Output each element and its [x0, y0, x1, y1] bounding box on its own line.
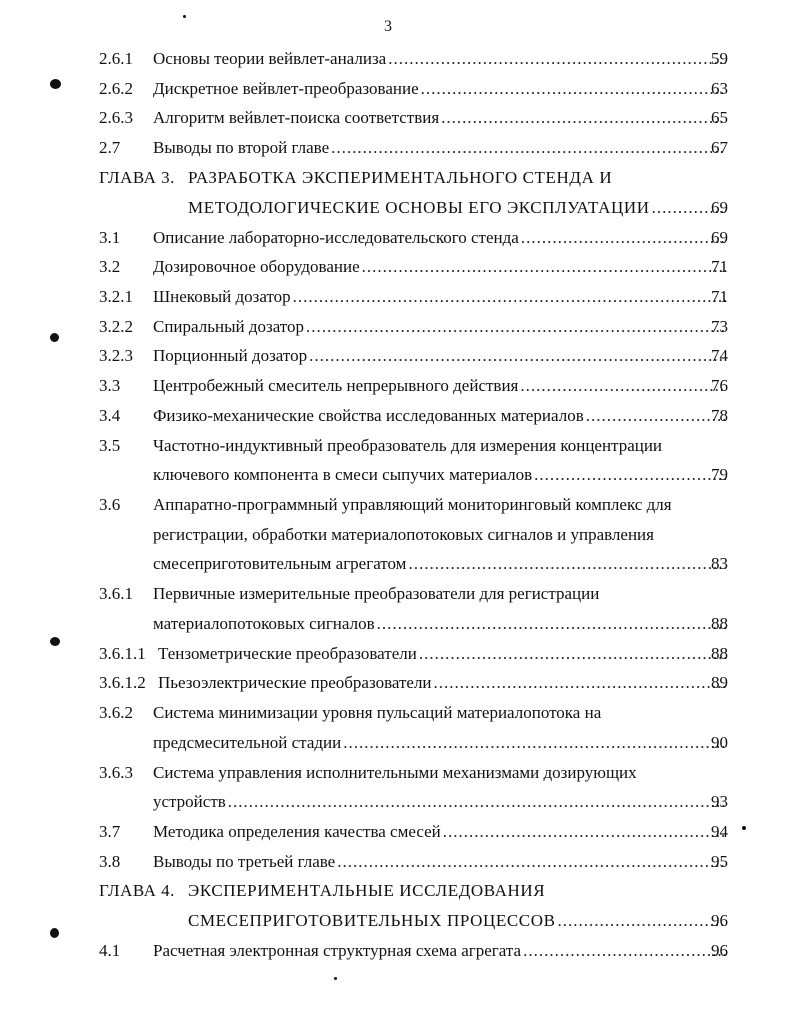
- page-ref: 88: [711, 644, 728, 663]
- toc-entry-cont: [0, 520, 791, 549]
- page-ref: 93: [711, 792, 728, 811]
- toc-entry: [0, 133, 791, 162]
- leader-dots: [309, 341, 726, 370]
- chapter-number: ГЛАВА 3.: [99, 168, 175, 187]
- section-number: 2.7: [99, 138, 121, 157]
- scan-speck: [50, 333, 59, 342]
- section-title: предсмесительной стадии: [153, 733, 342, 752]
- page-ref: 71: [711, 257, 728, 276]
- leader-dots: [419, 639, 726, 668]
- section-title: Порционный дозатор: [153, 346, 308, 365]
- page-ref: 96: [711, 941, 728, 960]
- page-ref: 89: [711, 673, 728, 692]
- section-number: 3.2.2: [99, 317, 133, 336]
- chapter-title: ЭКСПЕРИМЕНТАЛЬНЫЕ ИССЛЕДОВАНИЯ: [188, 881, 546, 900]
- page-ref: 78: [711, 406, 728, 425]
- toc-entry: [0, 371, 791, 400]
- leader-dots: [408, 549, 726, 578]
- leader-dots: [331, 133, 726, 162]
- toc-entry-cont: [0, 728, 791, 757]
- leader-dots: [306, 312, 726, 341]
- leader-dots: [377, 609, 726, 638]
- section-number: 4.1: [99, 941, 121, 960]
- toc-entry-cont: [0, 549, 791, 578]
- leader-dots: [434, 668, 726, 697]
- toc-entry: [0, 847, 791, 876]
- section-number: 2.6.1: [99, 49, 133, 68]
- toc-entry: [0, 698, 791, 727]
- page-ref: 71: [711, 287, 728, 306]
- scan-speck: [742, 826, 746, 830]
- section-title: устройств: [153, 792, 226, 811]
- page-ref: 76: [711, 376, 728, 395]
- leader-dots: [521, 223, 726, 252]
- leader-dots: [441, 103, 726, 132]
- chapter-title: РАЗРАБОТКА ЭКСПЕРИМЕНТАЛЬНОГО СТЕНДА И: [188, 168, 613, 187]
- section-number: 3.2.3: [99, 346, 133, 365]
- section-number: 3.5: [99, 436, 121, 455]
- leader-dots: [293, 282, 726, 311]
- toc-entry: [0, 936, 791, 965]
- section-title: материалопотоковых сигналов: [153, 614, 375, 633]
- section-number: 2.6.3: [99, 108, 133, 127]
- section-title: Шнековый дозатор: [153, 287, 291, 306]
- page-ref: 69: [711, 228, 728, 247]
- page-ref: 73: [711, 317, 728, 336]
- section-title: Система минимизации уровня пульсаций материалопотока на: [153, 703, 602, 722]
- page-ref: 67: [711, 138, 728, 157]
- section-title: Методика определения качества смесей: [153, 822, 441, 841]
- toc-entry: [0, 579, 791, 608]
- toc-entry: [0, 312, 791, 341]
- toc-chapter-heading-cont: [0, 906, 791, 935]
- toc-chapter-heading: [0, 876, 791, 905]
- section-title: Дозировочное оборудование: [153, 257, 360, 276]
- page-ref: 59: [711, 49, 728, 68]
- section-title: смесеприготовительным агрегатом: [153, 554, 407, 573]
- section-number: 3.2: [99, 257, 121, 276]
- toc-entry: [0, 668, 791, 697]
- toc-entry: [0, 758, 791, 787]
- page-ref: 69: [711, 198, 728, 217]
- section-title: Частотно-индуктивный преобразователь для измерения концентрации: [153, 436, 663, 455]
- scan-speck: [50, 637, 60, 646]
- section-title: Выводы по второй главе: [153, 138, 330, 157]
- page-number: 3: [384, 18, 392, 35]
- toc-entry: [0, 282, 791, 311]
- toc-entry-cont: [0, 609, 791, 638]
- page-ref: 95: [711, 852, 728, 871]
- chapter-number: ГЛАВА 4.: [99, 881, 175, 900]
- toc-chapter-heading: [0, 163, 791, 192]
- section-title: Выводы по третьей главе: [153, 852, 336, 871]
- page-ref: 94: [711, 822, 728, 841]
- scan-speck: [50, 928, 59, 938]
- page-ref: 63: [711, 79, 728, 98]
- section-number: 3.4: [99, 406, 121, 425]
- section-number: 3.1: [99, 228, 121, 247]
- toc-entry: [0, 817, 791, 846]
- page-ref: 96: [711, 911, 728, 930]
- section-number: 3.7: [99, 822, 121, 841]
- section-title: Первичные измерительные преобразователи для регистрации: [153, 584, 600, 603]
- scan-speck: [183, 15, 186, 18]
- leader-dots: [523, 936, 726, 965]
- leader-dots: [443, 817, 726, 846]
- page-ref: 79: [711, 465, 728, 484]
- leader-dots: [421, 74, 726, 103]
- toc-chapter-heading-cont: [0, 193, 791, 222]
- section-number: 3.6.1.2: [99, 673, 146, 692]
- chapter-title: МЕТОДОЛОГИЧЕСКИЕ ОСНОВЫ ЕГО ЭКСПЛУАТАЦИИ: [188, 198, 650, 217]
- scan-speck: [334, 977, 337, 980]
- section-number: 3.6: [99, 495, 121, 514]
- section-title: регистрации, обработки материалопотоковых сигналов и управления: [153, 525, 654, 544]
- section-title: Основы теории вейвлет-анализа: [153, 49, 387, 68]
- page-ref: 65: [711, 108, 728, 127]
- leader-dots: [388, 44, 726, 73]
- toc-entry: [0, 431, 791, 460]
- section-title: ключевого компонента в смеси сыпучих материалов: [153, 465, 533, 484]
- leader-dots: [534, 460, 726, 489]
- section-number: 3.6.1: [99, 584, 133, 603]
- toc-entry: [0, 74, 791, 103]
- leader-dots: [337, 847, 726, 876]
- leader-dots: [362, 252, 726, 281]
- toc-entry: [0, 490, 791, 519]
- toc-entry: [0, 341, 791, 370]
- toc-entry: [0, 252, 791, 281]
- page-ref: 88: [711, 614, 728, 633]
- section-number: 2.6.2: [99, 79, 133, 98]
- scan-speck: [50, 79, 61, 89]
- toc-entry: [0, 223, 791, 252]
- section-number: 3.6.3: [99, 763, 133, 782]
- leader-dots: [586, 401, 726, 430]
- toc-entry: [0, 44, 791, 73]
- toc-entry: [0, 401, 791, 430]
- toc-entry: [0, 639, 791, 668]
- leader-dots: [520, 371, 726, 400]
- section-title: Центробежный смеситель непрерывного действия: [153, 376, 519, 395]
- toc-entry-cont: [0, 787, 791, 816]
- page-ref: 90: [711, 733, 728, 752]
- chapter-title: СМЕСЕПРИГОТОВИТЕЛЬНЫХ ПРОЦЕССОВ: [188, 911, 556, 930]
- section-title: Описание лабораторно-исследовательского стенда: [153, 228, 519, 247]
- section-title: Физико-механические свойства исследованных материалов: [153, 406, 584, 425]
- page-ref: 74: [711, 346, 728, 365]
- leader-dots: [228, 787, 726, 816]
- section-title: Дискретное вейвлет-преобразование: [153, 79, 419, 98]
- leader-dots: [343, 728, 726, 757]
- section-number: 3.2.1: [99, 287, 133, 306]
- section-number: 3.6.2: [99, 703, 133, 722]
- section-title: Пьезоэлектрические преобразователи: [158, 673, 432, 692]
- section-number: 3.8: [99, 852, 121, 871]
- page-ref: 83: [711, 554, 728, 573]
- section-title: Тензометрические преобразователи: [158, 644, 417, 663]
- section-title: Алгоритм вейвлет-поиска соответствия: [153, 108, 440, 127]
- toc-entry-cont: [0, 460, 791, 489]
- section-title: Спиральный дозатор: [153, 317, 305, 336]
- toc-entry: [0, 103, 791, 132]
- section-title: Расчетная электронная структурная схема агрегата: [153, 941, 522, 960]
- section-title: Аппаратно-программный управляющий мониторинговый комплекс для: [153, 495, 672, 514]
- section-title: Система управления исполнительными механизмами дозирующих: [153, 763, 637, 782]
- leader-dots: [558, 906, 726, 935]
- section-number: 3.6.1.1: [99, 644, 146, 663]
- section-number: 3.3: [99, 376, 121, 395]
